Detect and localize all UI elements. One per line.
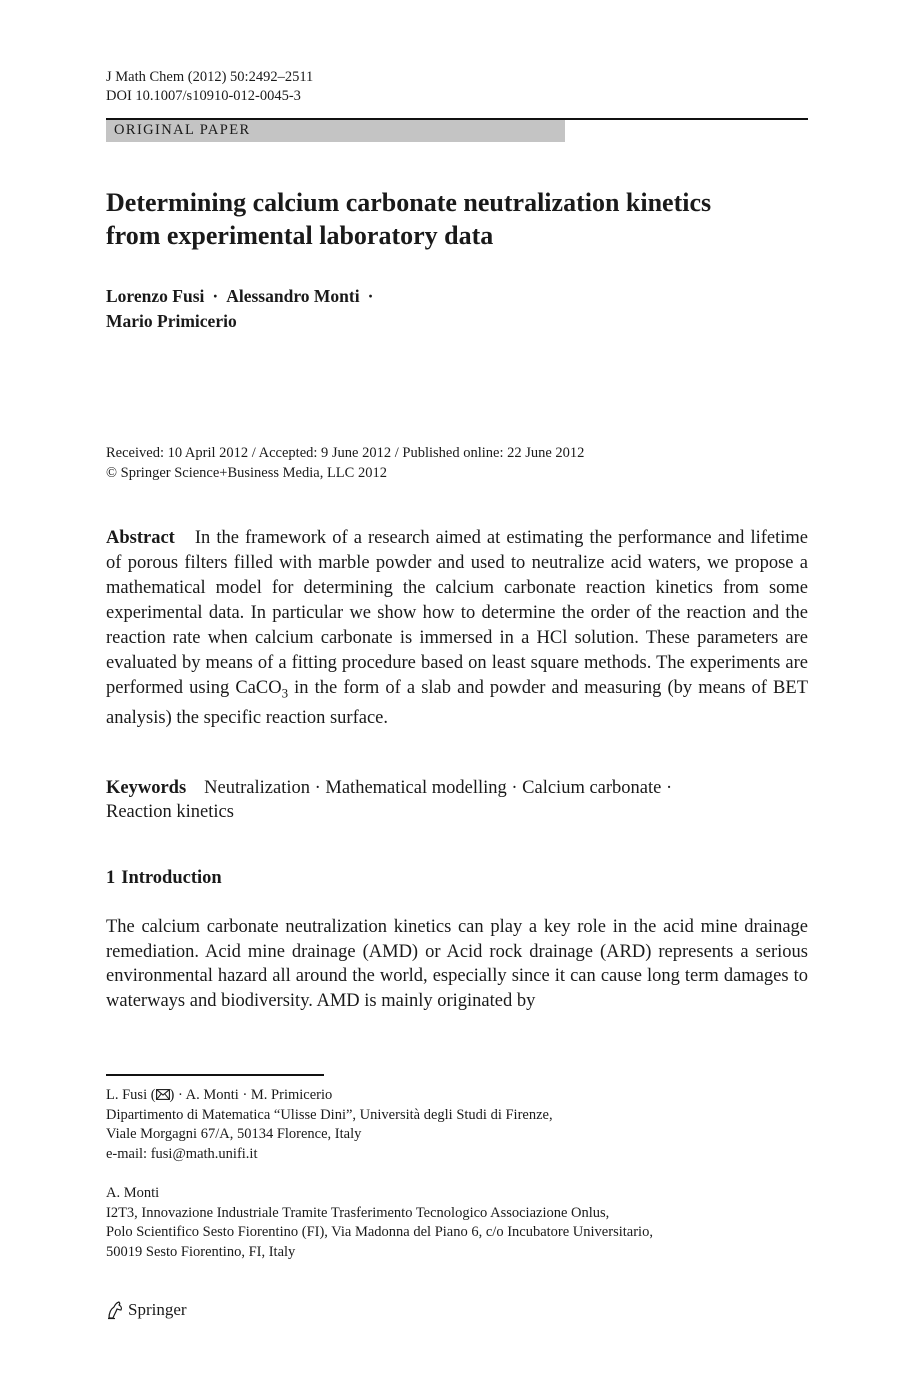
email: e-mail: fusi@math.unifi.it	[106, 1145, 258, 1162]
section-heading	[106, 866, 222, 890]
article-type: ORIGINAL PAPER	[114, 122, 251, 138]
author-fusi: Lorenzo Fusi	[106, 286, 205, 306]
affiliation-2-line-1: A. Monti	[106, 1185, 160, 1201]
publisher-name: Springer	[128, 1300, 187, 1319]
subscript-3: 3	[281, 685, 289, 701]
affiliation-2-line-2: I2T3, Innovazione Industriale Tramite Trasferimento Tecnologico Associazione Onlus,	[106, 1204, 610, 1221]
keywords	[106, 776, 808, 824]
author-list	[106, 284, 381, 334]
author-primicerio: Mario Primicerio	[106, 311, 237, 331]
author-separator: ·	[367, 286, 374, 306]
journal-header	[106, 68, 313, 106]
abstract-label: Abstract	[106, 528, 175, 548]
intro-paragraph: The calcium carbonate neutralization kinetics can play a key role in the acid mine drainage remediation. Acid mine drainage (AMD) or Acid rock drainage (ARD) represents a serious environmental hazard all around the world, especially since it can cause long term damages to waterways and biodiversity. AMD is mainly originated by	[106, 917, 808, 1011]
envelope-icon	[156, 1089, 170, 1100]
abstract-text-end: in the form of a slab and powder and measuring (by means of BET analysis) the specific reaction surface.	[106, 678, 808, 728]
keywords-line-2: Reaction kinetics	[106, 802, 234, 822]
doi: DOI 10.1007/s10910-012-0045-3	[106, 88, 301, 104]
keywords-label: Keywords	[106, 778, 187, 798]
affiliation-2	[106, 1184, 653, 1262]
title-line-1: Determining calcium carbonate neutralization kinetics	[106, 188, 712, 217]
publication-dates	[106, 443, 584, 483]
publisher-footer	[106, 1298, 187, 1322]
journal-citation: J Math Chem (2012) 50:2492–2511	[106, 69, 314, 85]
affiliation-1	[106, 1086, 553, 1164]
affiliation-1-line-2: Dipartimento di Matematica “Ulisse Dini”, Università degli Studi di Firenze,	[106, 1106, 553, 1123]
author-monti: Alessandro Monti	[226, 286, 360, 306]
coauthors: ) · A. Monti · M. Primicerio	[169, 1087, 333, 1103]
paper-title	[106, 186, 808, 252]
corresponding-author: L. Fusi (	[106, 1087, 156, 1103]
keywords-line-1: Neutralization · Mathematical modelling · Calcium carbonate ·	[204, 778, 673, 798]
abstract	[106, 526, 808, 731]
affiliation-2-line-4: 50019 Sesto Fiorentino, FI, Italy	[106, 1243, 296, 1260]
affiliation-2-line-3: Polo Scientifico Sesto Fiorentino (FI), Via Madonna del Piano 6, c/o Incubatore Universitario,	[106, 1224, 653, 1240]
author-separator: ·	[212, 286, 219, 306]
copyright-line: © Springer Science+Business Media, LLC 2012	[106, 465, 387, 481]
affiliation-1-line-3: Viale Morgagni 67/A, 50134 Florence, Italy	[106, 1126, 362, 1142]
springer-horse-icon	[106, 1300, 124, 1320]
section-number: 1	[106, 868, 116, 888]
title-line-2: from experimental laboratory data	[106, 221, 494, 250]
abstract-text: In the framework of a research aimed at estimating the performance and lifetime of porous filters filled with marble powder and used to neutralize acid waters, we propose a mathematical model for determining the calcium carbonate reaction kinetics from some experimental data. In particular we show how to determine the order of the reaction and the reaction rate when calcium carbonate is immersed in a HCl solution. These parameters are evaluated by means of a fitting procedure based on least square methods. The experiments are performed using CaCO	[106, 528, 808, 698]
section-title: Introduction	[121, 868, 222, 888]
history-line: Received: 10 April 2012 / Accepted: 9 June 2012 / Published online: 22 June 2012	[106, 445, 585, 461]
footnote-rule	[106, 1074, 324, 1076]
